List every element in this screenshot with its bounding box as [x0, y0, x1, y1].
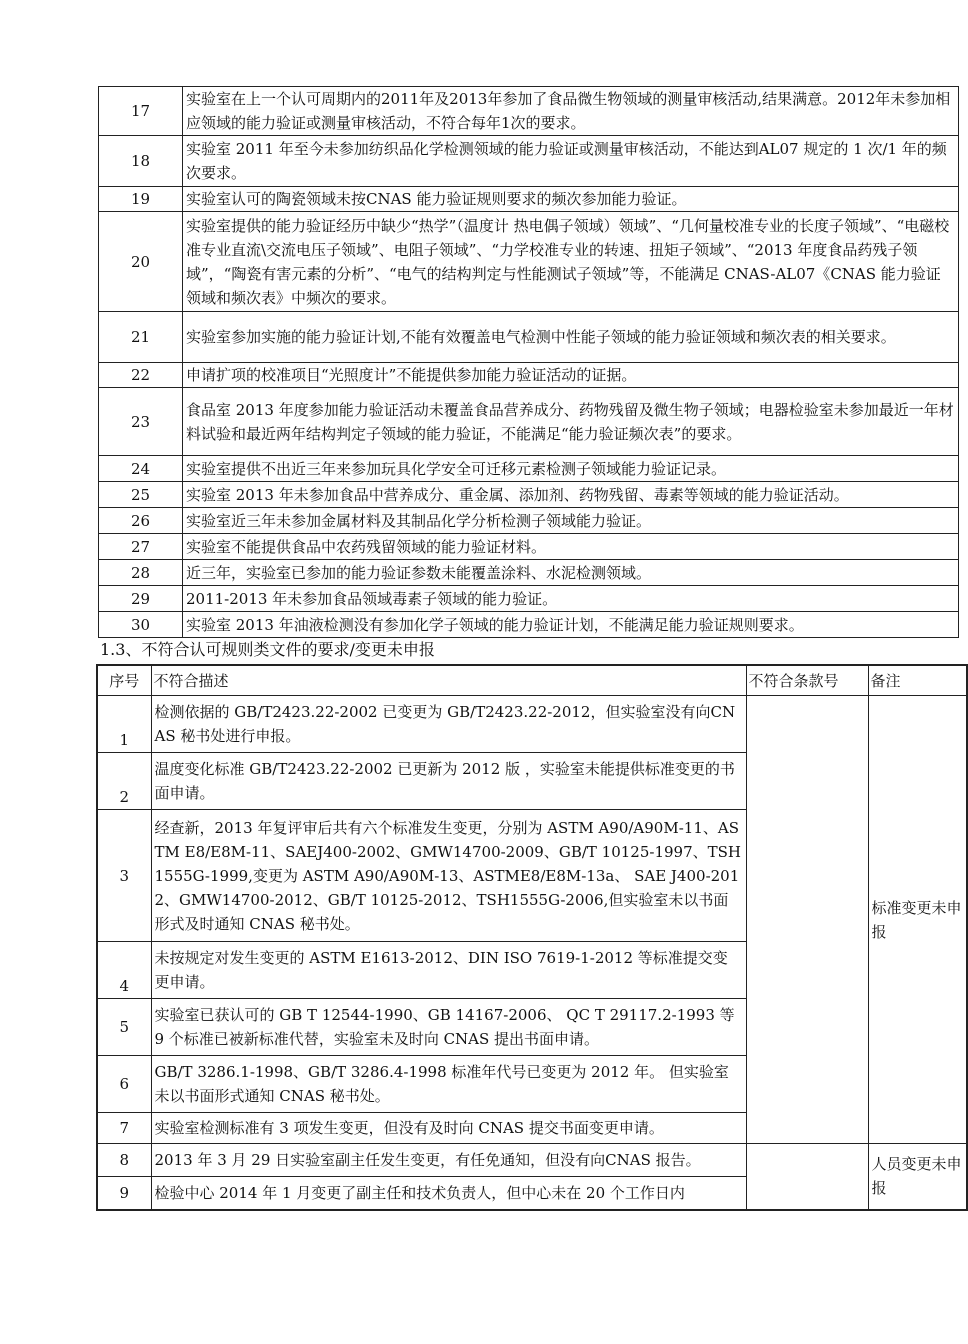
table-row [97, 1144, 967, 1177]
row-number: 26 [99, 508, 183, 534]
row-description: 温度变化标准 GB/T2423.22-2002 已更新为 2012 版 ，实验室未能提供标准变更的书面申请。 [151, 753, 746, 810]
row-number: 2 [97, 753, 151, 810]
row-description: 实验室检测标准有 3 项发生变更，但没有及时向 CNAS 提交书面变更申请。 [151, 1113, 746, 1144]
table-row [99, 187, 959, 212]
remark-cell [868, 696, 967, 1144]
table-row [99, 312, 959, 363]
row-number: 21 [99, 312, 183, 363]
row-description: 近三年，实验室已参加的能力验证参数未能覆盖涂料、水泥检测领域。 [183, 560, 959, 586]
row-number: 23 [99, 388, 183, 456]
row-number: 22 [99, 363, 183, 388]
row-number: 9 [97, 1177, 151, 1210]
row-number: 30 [99, 612, 183, 638]
clause-cell [746, 696, 868, 1144]
table-row [99, 456, 959, 482]
table-row [99, 363, 959, 388]
row-number: 8 [97, 1144, 151, 1177]
row-number: 3 [97, 810, 151, 942]
row-description: 2011-2013 年未参加食品领域毒素子领域的能力验证。 [183, 586, 959, 612]
row-number: 7 [97, 1113, 151, 1144]
row-number: 29 [99, 586, 183, 612]
table-row [99, 136, 959, 187]
row-description: 经查新，2013 年复评审后共有六个标准发生变更，分别为 ASTM A90/A90M-11、ASTM E8/E8M-11、SAEJ400-2002、GMW14700-2009、GB/T 10125-1997、TSH1555G-1999,变更为 ASTM A90/A90M-13、ASTME8/E8M-13a、 SAE J400-2012、GMW14700-2012、GB/T 10125-2012、TSH1555G-2006,但实验室未以书面形式及时通知 CNAS 秘书处。 [151, 810, 746, 942]
table-row [97, 696, 967, 753]
header-description: 不符合描述 [151, 665, 746, 696]
row-number: 24 [99, 456, 183, 482]
header-row [97, 665, 967, 696]
row-number: 18 [99, 136, 183, 187]
remark-cell [868, 1144, 967, 1210]
table-row [99, 87, 959, 136]
header-remark: 备注 [868, 665, 967, 696]
row-description: 实验室不能提供食品中农药残留领域的能力验证材料。 [183, 534, 959, 560]
table-row [99, 612, 959, 638]
row-description: 实验室 2013 年油液检测没有参加化学子领域的能力验证计划，不能满足能力验证规则要求。 [183, 612, 959, 638]
row-number: 17 [99, 87, 183, 136]
table-row [99, 482, 959, 508]
remark-text: 人员变更未申报 [871, 1155, 962, 1198]
table-row [99, 388, 959, 456]
row-number: 28 [99, 560, 183, 586]
row-number: 19 [99, 187, 183, 212]
table-row [99, 508, 959, 534]
change-report-table [96, 664, 968, 1211]
row-number: 20 [99, 212, 183, 312]
proficiency-table [98, 86, 959, 638]
table-row [99, 212, 959, 312]
row-description: 检验中心 2014 年 1 月变更了副主任和技术负责人，但中心未在 20 个工作日内 [151, 1177, 746, 1210]
header-number: 序号 [97, 665, 151, 696]
row-description: 检测依据的 GB/T2423.22-2002 已变更为 GB/T2423.22-2012，但实验室没有向CNAS 秘书处进行申报。 [151, 696, 746, 753]
row-description: 实验室提供不出近三年来参加玩具化学安全可迁移元素检测子领域能力验证记录。 [183, 456, 959, 482]
row-description: 实验室 2011 年至今未参加纺织品化学检测领域的能力验证或测量审核活动，不能达到AL07 规定的 1 次/1 年的频次要求。 [183, 136, 959, 187]
table-row [99, 560, 959, 586]
row-description: 申请扩项的校准项目“光照度计”不能提供参加能力验证活动的证据。 [183, 363, 959, 388]
row-description: 实验室在上一个认可周期内的2011年及2013年参加了食品微生物领域的测量审核活动,结果满意。2012年未参加相应领域的能力验证或测量审核活动，不符合每年1次的要求。 [183, 87, 959, 136]
header-clause: 不符合条款号 [746, 665, 868, 696]
row-description: 实验室已获认可的 GB T 12544-1990、GB 14167-2006、 QC T 29117.2-1993 等 9 个标准已被新标准代替，实验室未及时向 CNAS 提出书面申请。 [151, 999, 746, 1056]
row-description: 实验室认可的陶瓷领域未按CNAS 能力验证规则要求的频次参加能力验证。 [183, 187, 959, 212]
row-number: 1 [97, 696, 151, 753]
remark-text: 标准变更未申报 [871, 898, 962, 941]
row-number: 27 [99, 534, 183, 560]
row-description: 实验室提供的能力验证经历中缺少“热学”（温度计 热电偶子领域）领域”、“几何量校准专业的长度子领域”、“电磁校准专业直流\交流电压子领域”、电阻子领域”、“力学校准专业的转速、扭矩子领域”、“2013 年度食品药残子领域”，“陶瓷有害元素的分析”、“电气的结构判定与性能测试子领域”等，不能满足 CNAS-AL07《CNAS 能力验证领域和频次表》中频次的要求。 [183, 212, 959, 312]
row-description: GB/T 3286.1-1998、GB/T 3286.4-1998 标准年代号已变更为 2012 年。 但实验室未以书面形式通知 CNAS 秘书处。 [151, 1056, 746, 1113]
row-number: 6 [97, 1056, 151, 1113]
row-number: 25 [99, 482, 183, 508]
row-description: 实验室参加实施的能力验证计划,不能有效覆盖电气检测中性能子领域的能力验证领域和频次表的相关要求。 [183, 312, 959, 363]
row-number: 5 [97, 999, 151, 1056]
table-row [99, 534, 959, 560]
row-description: 实验室 2013 年未参加食品中营养成分、重金属、添加剂、药物残留、毒素等领域的能力验证活动。 [183, 482, 959, 508]
section-title: 1.3、不符合认可规则类文件的要求/变更未申报 [100, 640, 435, 659]
row-description: 未按规定对发生变更的 ASTM E1613-2012、DIN ISO 7619-1-2012 等标准提交变更申请。 [151, 942, 746, 999]
clause-cell [746, 1144, 868, 1210]
row-description: 实验室近三年未参加金属材料及其制品化学分析检测子领域能力验证。 [183, 508, 959, 534]
row-description: 食品室 2013 年度参加能力验证活动未覆盖食品营养成分、药物残留及微生物子领域；电器检验室未参加最近一年材料试验和最近两年结构判定子领域的能力验证，不能满足“能力验证频次表”的要求。 [183, 388, 959, 456]
table-row [99, 586, 959, 612]
row-description: 2013 年 3 月 29 日实验室副主任发生变更，有任免通知，但没有向CNAS 报告。 [151, 1144, 746, 1177]
row-number: 4 [97, 942, 151, 999]
